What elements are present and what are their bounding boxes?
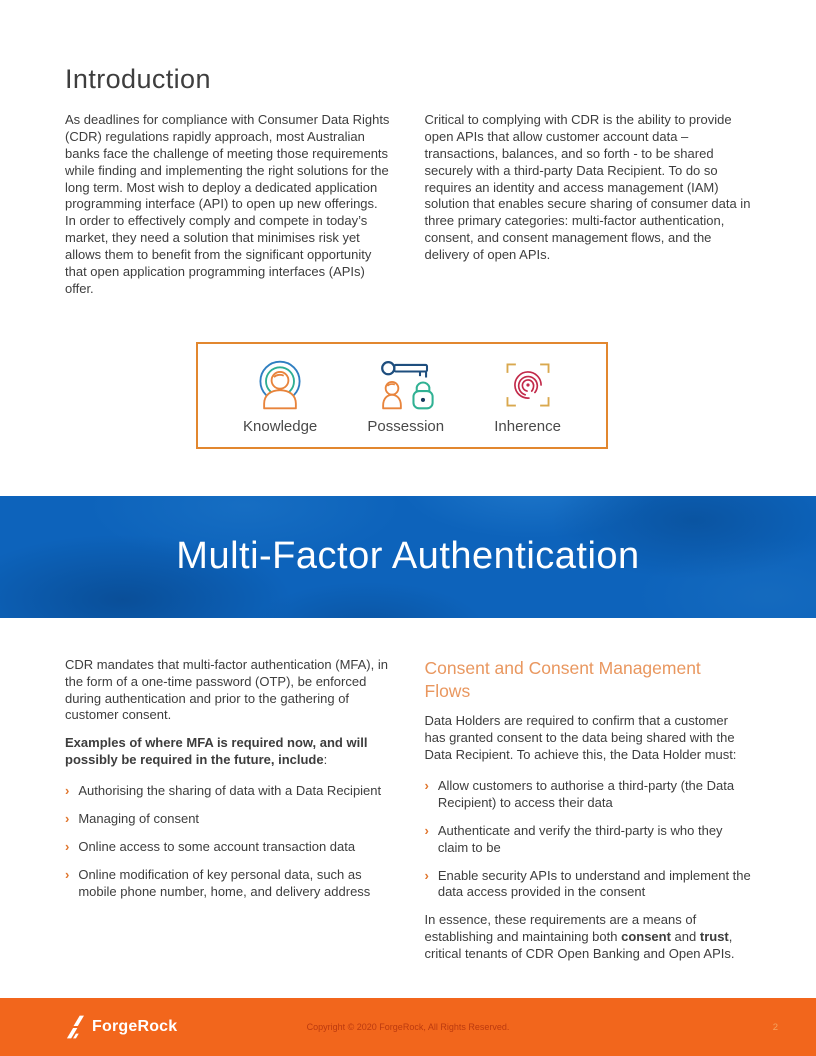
mfa-examples-lead (65, 735, 392, 769)
intro-paragraph-right: Critical to complying with CDR is the ability to provide open APIs that allow customer account data – transactions, balances, and so forth - to be shared securely with a third-party Data Recipient. To do so requires an identity and access management (IAM) solution that enables secure sharing of consumer data in three primary categories: multi-factor authentication, consent, and consent management flows, and the delivery of open APIs. (424, 112, 751, 263)
consent-closing-paragraph (425, 912, 752, 963)
bullet-item (425, 778, 752, 812)
intro-column-left (65, 112, 392, 309)
bullet-item (425, 868, 752, 902)
chevron-bullet-icon: › (65, 811, 70, 827)
page-footer (0, 998, 816, 1056)
bullet-text: Online access to some account transaction data (78, 838, 356, 854)
emphasised-text: trust (699, 929, 729, 945)
possession-key-person-lock-icon (378, 357, 434, 413)
page-title: Introduction (65, 64, 211, 94)
mfa-bullet-list (65, 783, 392, 900)
intro-paragraph-left: As deadlines for compliance with Consumer Data Rights (CDR) regulations rapidly approach, most Australian banks face the challenge of meeting those requirements while finding and implementing the right solutions for the long term. Most wish to deploy a dedicated application programming interface (API) to open up new offerings. In order to effectively comply and compete in today’s market, they need a solution that minimises risk yet allows them to benefit from the significant opportunity that open application programming interfaces (APIs) offer. (65, 112, 390, 296)
chevron-bullet-icon: › (424, 867, 429, 883)
chevron-bullet-icon: › (424, 777, 429, 793)
section-banner (0, 496, 816, 618)
bullet-text: Authorising the sharing of data with a Data Recipient (78, 783, 382, 799)
page-number: 2 (772, 1021, 778, 1033)
factor-label: Inherence (494, 418, 561, 436)
bullet-item (65, 839, 392, 856)
bullet-text: Enable security APIs to understand and implement the data access provided in the consent (437, 867, 751, 900)
bullet-item (425, 823, 752, 857)
factor-knowledge (243, 357, 317, 435)
body-text: and (670, 929, 700, 945)
intro-column-right (425, 112, 752, 309)
bullet-item (65, 811, 392, 828)
forgerock-wordmark: ForgeRock (92, 1018, 178, 1035)
bullet-text: Allow customers to authorise a third-party (the Data Recipient) to access their data (437, 777, 735, 810)
body-text: , critical tenants of CDR Open Banking and Open APIs. (424, 929, 735, 962)
chevron-bullet-icon: › (65, 783, 70, 799)
lower-columns (0, 657, 816, 974)
section-banner-title: Multi-Factor Authentication (176, 535, 640, 578)
knowledge-person-halo-icon (252, 357, 308, 413)
mfa-examples-lead-colon: : (323, 752, 328, 768)
inherence-fingerprint-scan-icon (500, 357, 556, 413)
factor-inherence (494, 357, 561, 435)
factor-label: Knowledge (243, 418, 318, 436)
intro-columns (0, 112, 816, 309)
bullet-item (65, 783, 392, 800)
chevron-bullet-icon: › (65, 838, 70, 854)
bullet-text: Online modification of key personal data, such as mobile phone number, home, and delivery address (78, 866, 371, 899)
mfa-column (65, 657, 392, 974)
bullet-text: Authenticate and verify the third-party is who they claim to be (437, 822, 723, 855)
mfa-intro-paragraph: CDR mandates that multi-factor authentication (MFA), in the form of a one-time password (OTP), be enforced during authentication and prior to the gathering of customer consent. (65, 656, 388, 723)
forgerock-logo (65, 1015, 177, 1039)
bullet-item (65, 867, 392, 901)
copyright-text: Copyright © 2020 ForgeRock, All Rights Reserved. (306, 1022, 510, 1032)
body-text: In essence, these requirements are a means of establishing and maintaining both (424, 912, 697, 945)
chevron-bullet-icon: › (424, 822, 429, 838)
chevron-bullet-icon: › (65, 866, 70, 882)
consent-section-heading: Consent and Consent Management Flows (424, 657, 701, 701)
forgerock-mark-icon (65, 1015, 84, 1039)
emphasised-text: consent (621, 929, 671, 945)
factor-possession (367, 357, 444, 435)
auth-factors-box (196, 342, 608, 449)
factor-label: Possession (367, 418, 445, 436)
consent-bullet-list (425, 778, 752, 901)
consent-column (425, 657, 752, 974)
bullet-text: Managing of consent (78, 811, 200, 827)
consent-intro-paragraph: Data Holders are required to confirm that a customer has granted consent to the data being shared with the Data Recipient. To achieve this, the Data Holder must: (424, 713, 737, 763)
mfa-examples-lead-bold: Examples of where MFA is required now, and will possibly be required in the future, include (65, 735, 368, 768)
